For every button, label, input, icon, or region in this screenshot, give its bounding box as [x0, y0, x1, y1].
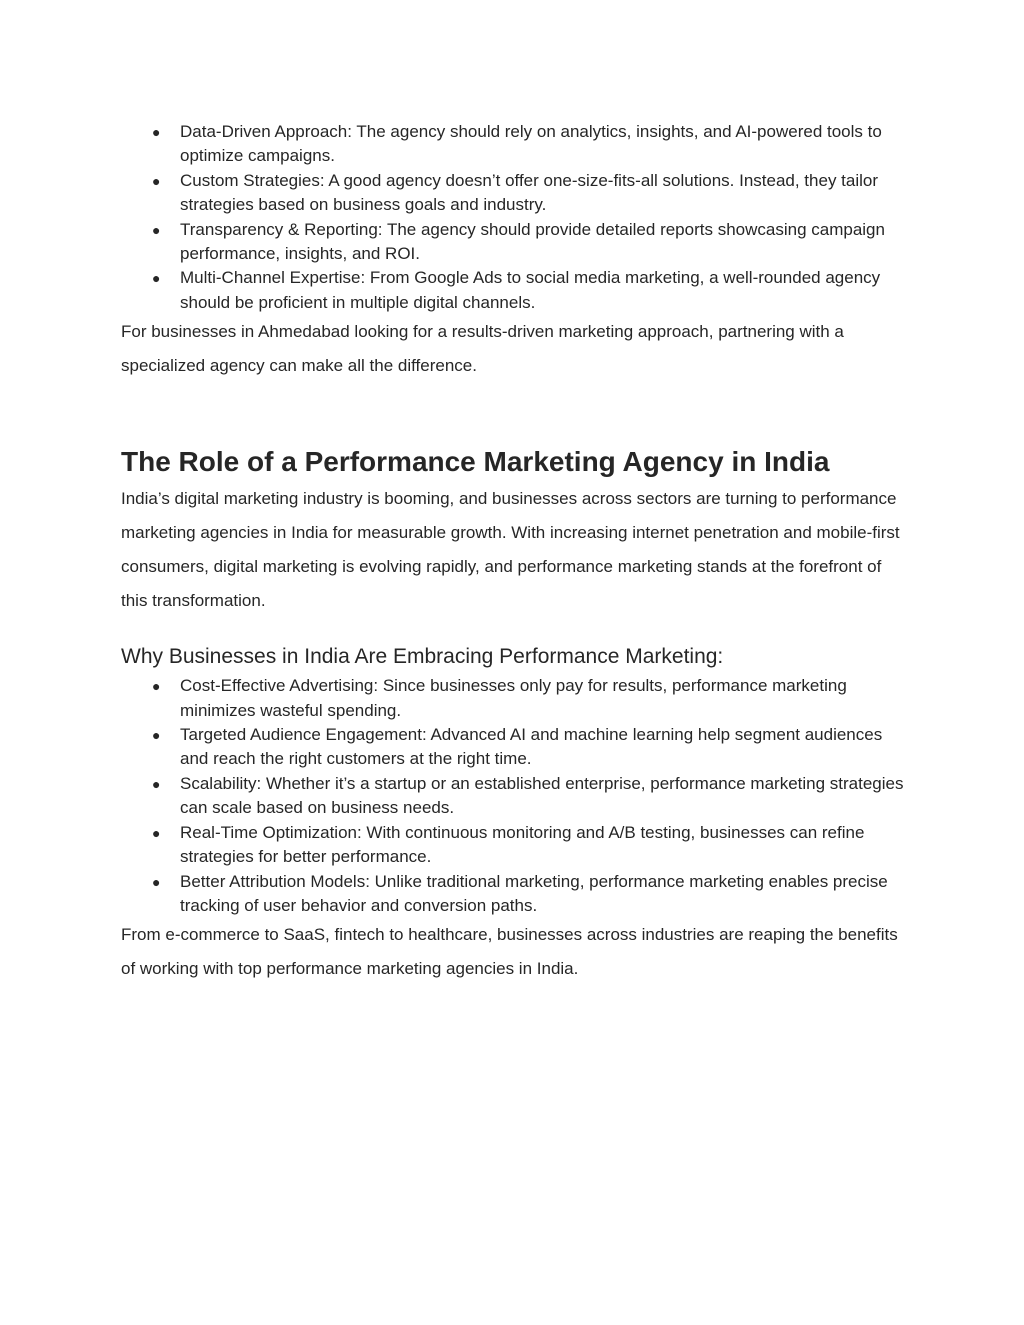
list-item	[121, 218, 911, 267]
list-item-text: Transparency & Reporting: The agency should provide detailed reports showcasing campaign performance, insights, and ROI.	[180, 219, 885, 264]
bullet-icon: ●	[152, 775, 161, 792]
reasons-list	[121, 674, 911, 918]
bullet-icon: ●	[152, 727, 161, 744]
list-item	[121, 870, 911, 919]
list-item	[121, 120, 911, 169]
list-item-text: Custom Strategies: A good agency doesn’t offer one-size-fits-all solutions. Instead, they tailor strategies based on business goals and industry.	[180, 170, 879, 215]
document-page	[121, 120, 911, 986]
ahmedabad-paragraph: For businesses in Ahmedabad looking for a results-driven marketing approach, partnering with a specialized agency can make all the difference.	[121, 322, 844, 376]
sub-heading: Why Businesses in India Are Embracing Performance Marketing:	[121, 645, 724, 669]
list-item-text: Multi-Channel Expertise: From Google Ads to social media marketing, a well-rounded agency should be proficient in multiple digital channels.	[180, 268, 881, 312]
bullet-icon: ●	[152, 873, 161, 890]
list-item	[121, 723, 911, 772]
industries-paragraph: From e-commerce to SaaS, fintech to healthcare, businesses across industries are reaping the benefits of working with top performance marketing agencies in India.	[121, 925, 898, 979]
list-item-text: Better Attribution Models: Unlike traditional marketing, performance marketing enables precise tracking of user behavior and conversion paths.	[180, 871, 888, 915]
bullet-icon: ●	[152, 824, 161, 841]
bullet-icon: ●	[152, 172, 161, 189]
bullet-icon: ●	[152, 678, 161, 695]
list-item	[121, 169, 911, 218]
list-item-text: Cost-Effective Advertising: Since businesses only pay for results, performance marketing minimizes wasteful spending.	[180, 676, 847, 720]
bullet-icon: ●	[152, 124, 161, 140]
bullet-icon: ●	[152, 221, 161, 238]
list-item	[121, 772, 911, 821]
list-item-text: Data-Driven Approach: The agency should rely on analytics, insights, and AI-powered tools to optimize campaigns.	[180, 122, 882, 166]
list-item-text: Targeted Audience Engagement: Advanced AI and machine learning help segment audiences and reach the right customers at the right time.	[180, 725, 883, 769]
list-item-text: Real-Time Optimization: With continuous monitoring and A/B testing, businesses can refine strategies for better performance.	[180, 822, 865, 867]
section-heading: The Role of a Performance Marketing Agency in India	[121, 446, 830, 478]
list-item-text: Scalability: Whether it’s a startup or an established enterprise, performance marketing strategies can scale based on business needs.	[180, 773, 904, 818]
agency-qualities-list	[121, 120, 911, 315]
list-item	[121, 821, 911, 870]
list-item	[121, 266, 911, 315]
bullet-icon: ●	[152, 270, 161, 287]
list-item	[121, 674, 911, 723]
india-industry-paragraph: India’s digital marketing industry is booming, and businesses across sectors are turning to performance marketing agencies in India for measurable growth. With increasing internet penetration and mobile-first consumers, digital marketing is evolving rapidly, and performance marketing stands at the forefront of this transformation.	[121, 489, 900, 611]
